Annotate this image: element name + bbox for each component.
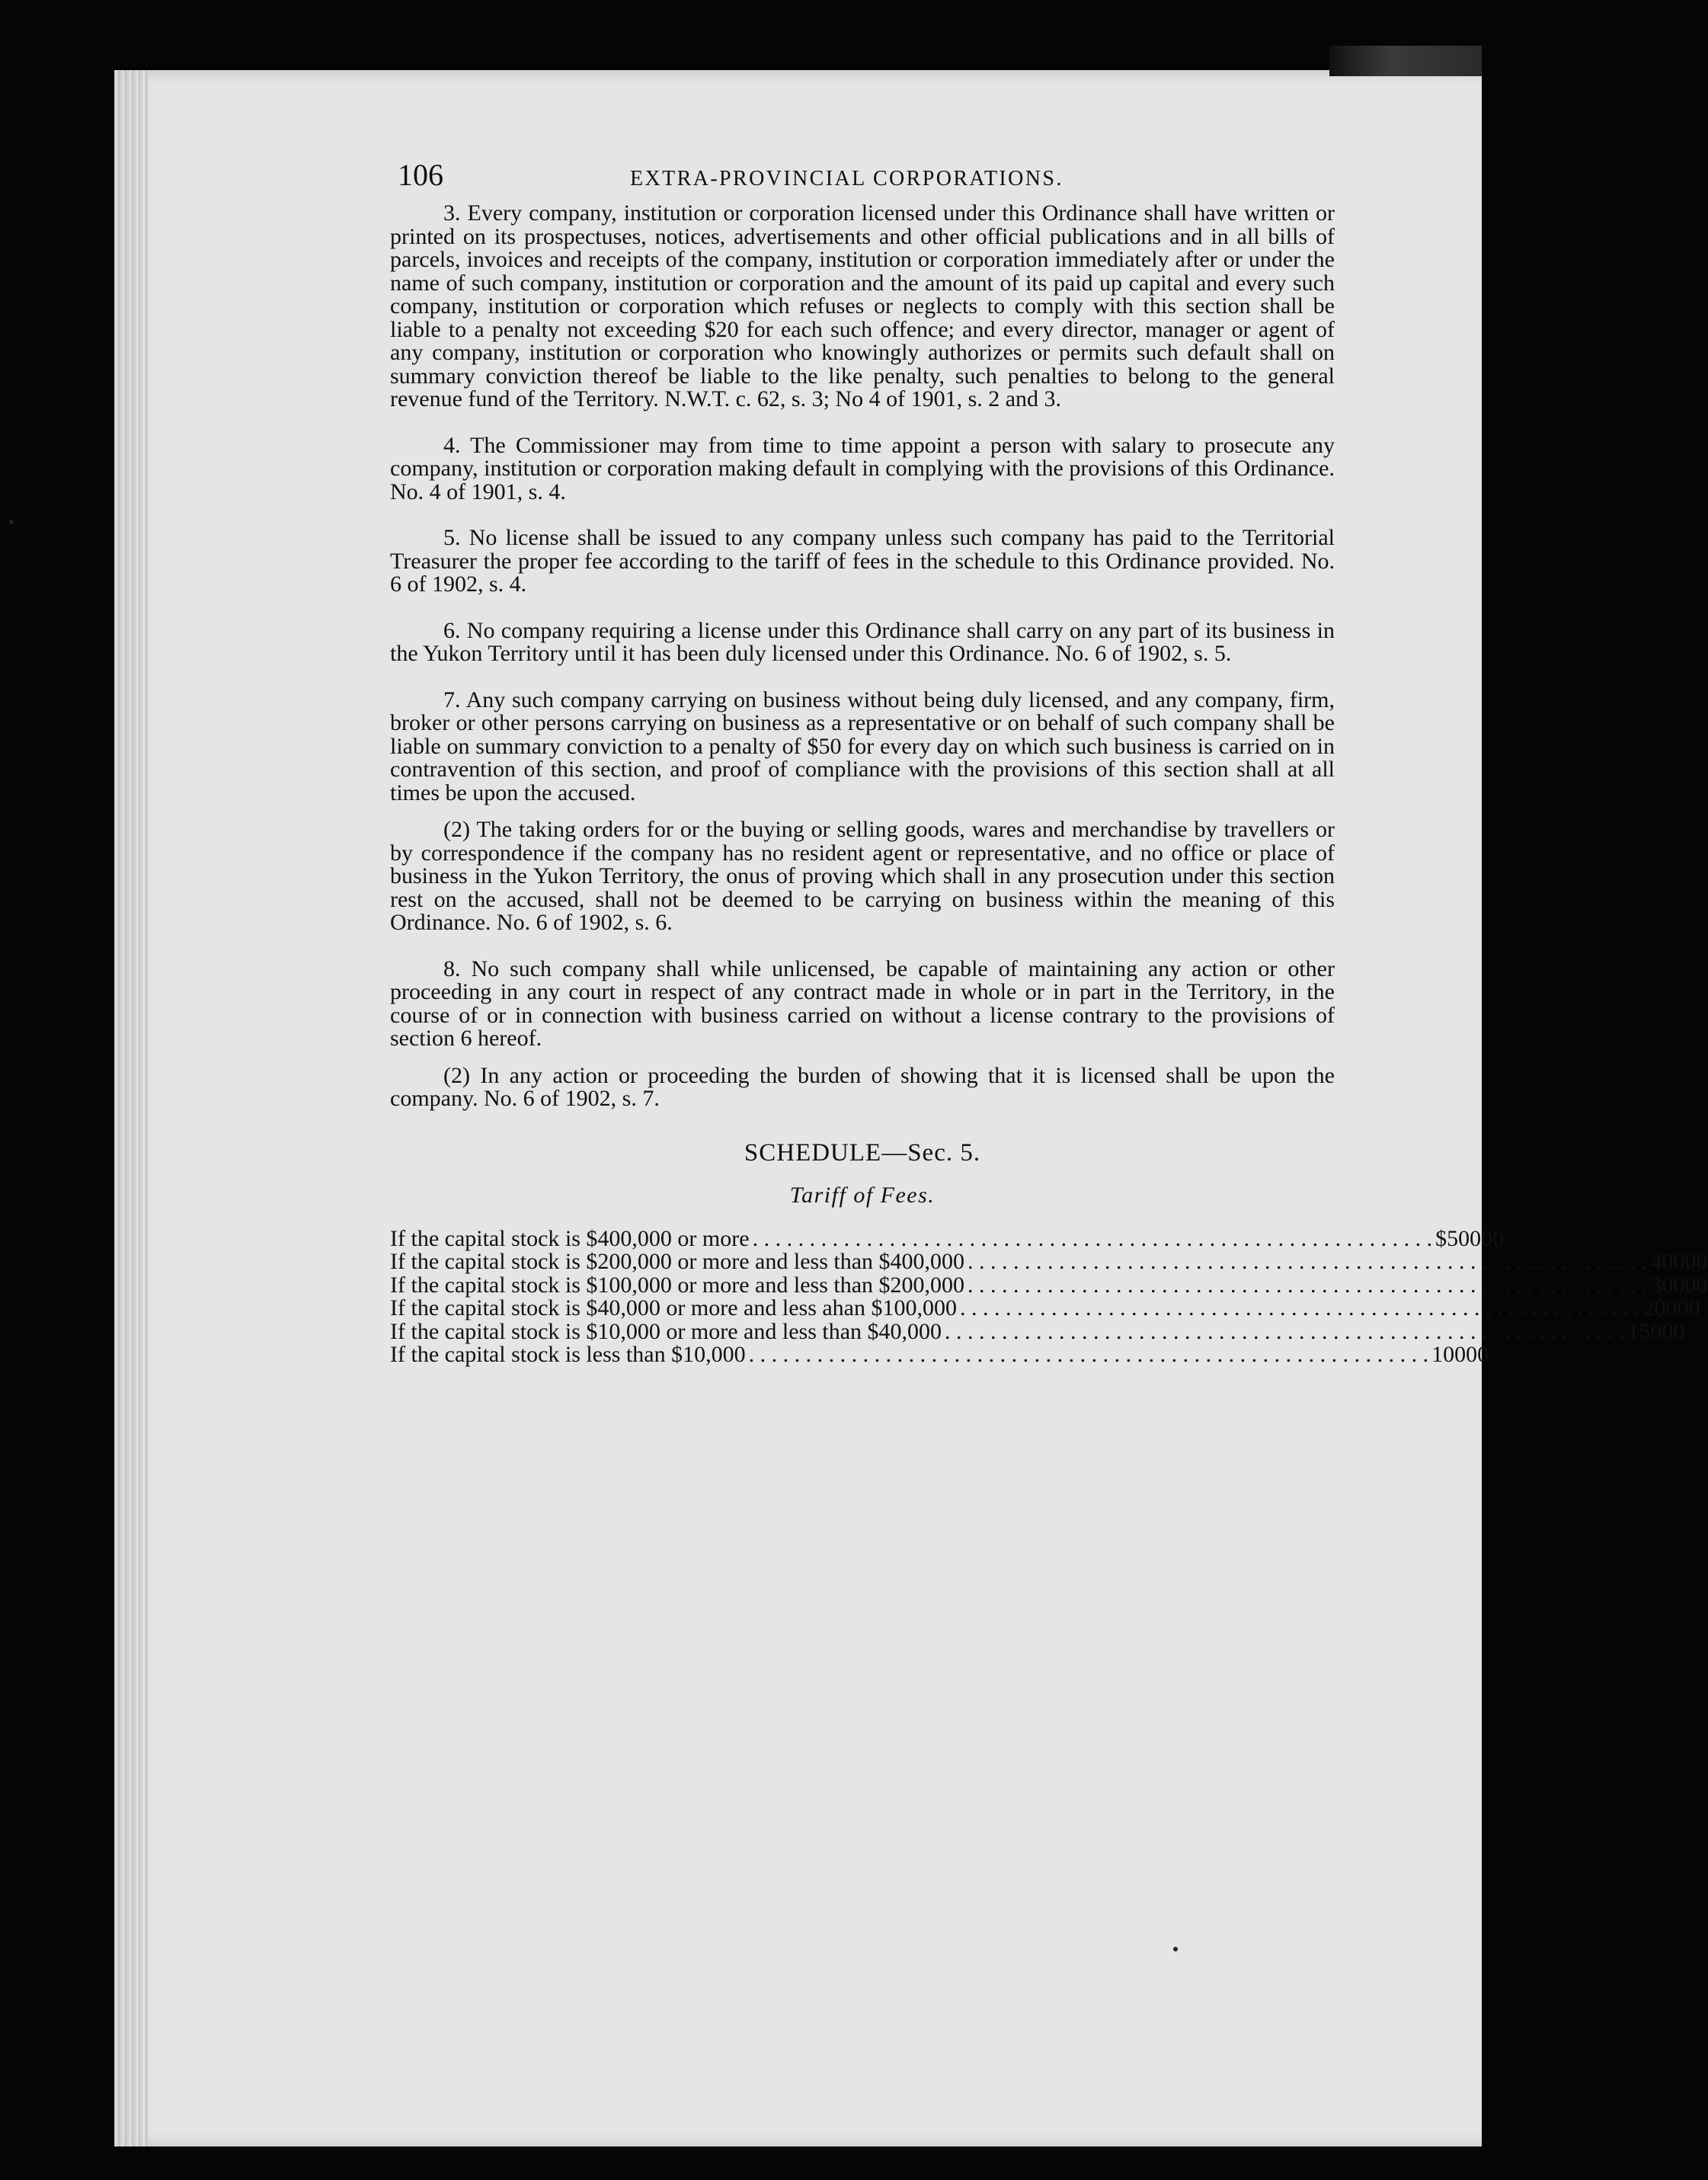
dot-leader: . . . . . . . . . . . . . . . . . . . . . . . . . . . . . . . . . . . . . . . . . . . . . . . . . . . . . . . . . . . . — [748, 1342, 1429, 1367]
fee-condition: If the capital stock is $200,000 or more and less than $400,000 — [390, 1249, 965, 1274]
page-text — [390, 156, 1708, 1367]
fee-cents: 00 — [1481, 1225, 1505, 1251]
dust-speck — [9, 520, 14, 524]
fee-cents: 00 — [1662, 1318, 1685, 1344]
fee-row — [390, 1272, 1708, 1298]
section-5-paragraph: 5. No license shall be issued to any company unless such company has paid to the Territorial Treasurer the proper fee according to the tariff of fees in the schedule to this Ordinance provided. No. 6 of 1902, s. 4. — [390, 525, 1335, 597]
section-8-paragraph: 8. No such company shall while unlicensed, be capable of maintaining any action or other proceeding in any court in respect of any contract made in whole or in part in the Territory, in the course of or in connection with business carried on without a license contrary to the provisions of section 6 hereof. — [390, 956, 1335, 1051]
dot-leader: . . . . . . . . . . . . . . . . . . . . . . . . . . . . . . . . . . . . . . . . . . . . . . . . . . . . . . . . . . . . — [960, 1295, 1640, 1320]
fee-condition: If the capital stock is $100,000 or more and less than $200,000 — [390, 1272, 965, 1298]
dot-leader: . . . . . . . . . . . . . . . . . . . . . . . . . . . . . . . . . . . . . . . . . . . . . . . . . . . . . . . . . . . . — [945, 1318, 1625, 1344]
fee-table — [390, 1225, 1708, 1367]
section-8-subsection-2: (2) In any action or proceeding the burden of showing that it is licensed shall be upon the company. No. 6 of 1902, s. 7. — [390, 1062, 1335, 1111]
fee-condition: If the capital stock is $40,000 or more and less ahan $100,000 — [390, 1295, 957, 1320]
section-7-subsection-2: (2) The taking orders for or the buying or selling goods, wares and merchandise by travellers or by correspondence if the company has no resident agent or representative, and no office or place of business in the Yukon Territory, the onus of proving which shall in any prosecution under this section rest on the accused, shall not be deemed to be carrying on business within the meaning of this Ordinance. No. 6 of 1902, s. 6. — [390, 817, 1335, 935]
fee-condition: If the capital stock is $10,000 or more and less than $40,000 — [390, 1318, 942, 1344]
fee-dollars: 200 — [1642, 1295, 1678, 1320]
fee-cents: 00 — [1684, 1249, 1708, 1274]
fee-dollars: $500 — [1435, 1225, 1482, 1251]
fee-dollars: 150 — [1627, 1318, 1662, 1344]
dust-speck — [1173, 1947, 1178, 1951]
fee-row — [390, 1318, 1685, 1344]
running-head: EXTRA-PROVINCIAL CORPORATIONS. — [630, 167, 1064, 190]
section-6-paragraph: 6. No company requiring a license under this Ordinance shall carry on any part of its business in the Yukon Territory until it has been duly licensed under this Ordinance. No. 6 of 1902, s. 5. — [390, 617, 1335, 666]
fee-cents: 00 — [1684, 1272, 1708, 1298]
dot-leader: . . . . . . . . . . . . . . . . . . . . . . . . . . . . . . . . . . . . . . . . . . . . . . . . . . . . . . . . . . . . — [968, 1249, 1648, 1274]
dot-leader: . . . . . . . . . . . . . . . . . . . . . . . . . . . . . . . . . . . . . . . . . . . . . . . . . . . . . . . . . . . . — [752, 1225, 1433, 1251]
section-3-paragraph: 3. Every company, institution or corporation licensed under this Ordinance shall have written or printed on its prospectuses, notices, advertisements and other official publications and in all bills of parcels, invoices and receipts of the company, institution or corporation immediately after or under the name of such company, institution or corporation and the amount of its paid up capital and every such company, institution or corporation which refuses or neglects to comply with this section shall be liable to a penalty not exceeding $20 for each such offence; and every director, manager or agent of any company, institution or corporation who knowingly authorizes or permits such default shall on summary conviction thereof be liable to the like penalty, such penalties to belong to the general revenue fund of the Territory. N.W.T. c. 62, s. 3; No 4 of 1901, s. 2 and 3. — [390, 200, 1335, 411]
fee-row — [390, 1249, 1708, 1274]
fee-row — [390, 1295, 1700, 1320]
fee-dollars: 400 — [1650, 1249, 1685, 1274]
schedule-title: SCHEDULE—Sec. 5. — [744, 1138, 981, 1167]
fee-cents: 00 — [1466, 1342, 1489, 1367]
scan-edge-strip — [1329, 46, 1482, 76]
fee-condition: If the capital stock is less than $10,000 — [390, 1342, 746, 1367]
section-7-paragraph: 7. Any such company carrying on business without being duly licensed, and any company, firm, broker or other persons carrying on business as a representative or on behalf of such company shall be liable on summary conviction to a penalty of $50 for every day on which such business is carried on in contravention of this section, and proof of compliance with the provisions of this section shall at all times be upon the accused. — [390, 687, 1335, 805]
fee-row — [390, 1225, 1505, 1251]
fee-dollars: 100 — [1431, 1342, 1467, 1367]
fee-cents: 00 — [1677, 1295, 1700, 1320]
book-gutter — [114, 70, 149, 2146]
section-4-paragraph: 4. The Commissioner may from time to time appoint a person with salary to prosecute any company, institution or corporation making default in complying with the provisions of this Ordinance. No. 4 of 1901, s. 4. — [390, 432, 1335, 504]
page-number: 106 — [398, 158, 443, 192]
dot-leader: . . . . . . . . . . . . . . . . . . . . . . . . . . . . . . . . . . . . . . . . . . . . . . . . . . . . . . . . . . . . — [968, 1272, 1648, 1298]
fee-condition: If the capital stock is $400,000 or more — [390, 1225, 750, 1251]
schedule-subtitle: Tariff of Fees. — [789, 1183, 936, 1208]
page-header — [390, 156, 1335, 202]
fee-row — [390, 1342, 1489, 1367]
fee-dollars: 300 — [1650, 1272, 1685, 1298]
